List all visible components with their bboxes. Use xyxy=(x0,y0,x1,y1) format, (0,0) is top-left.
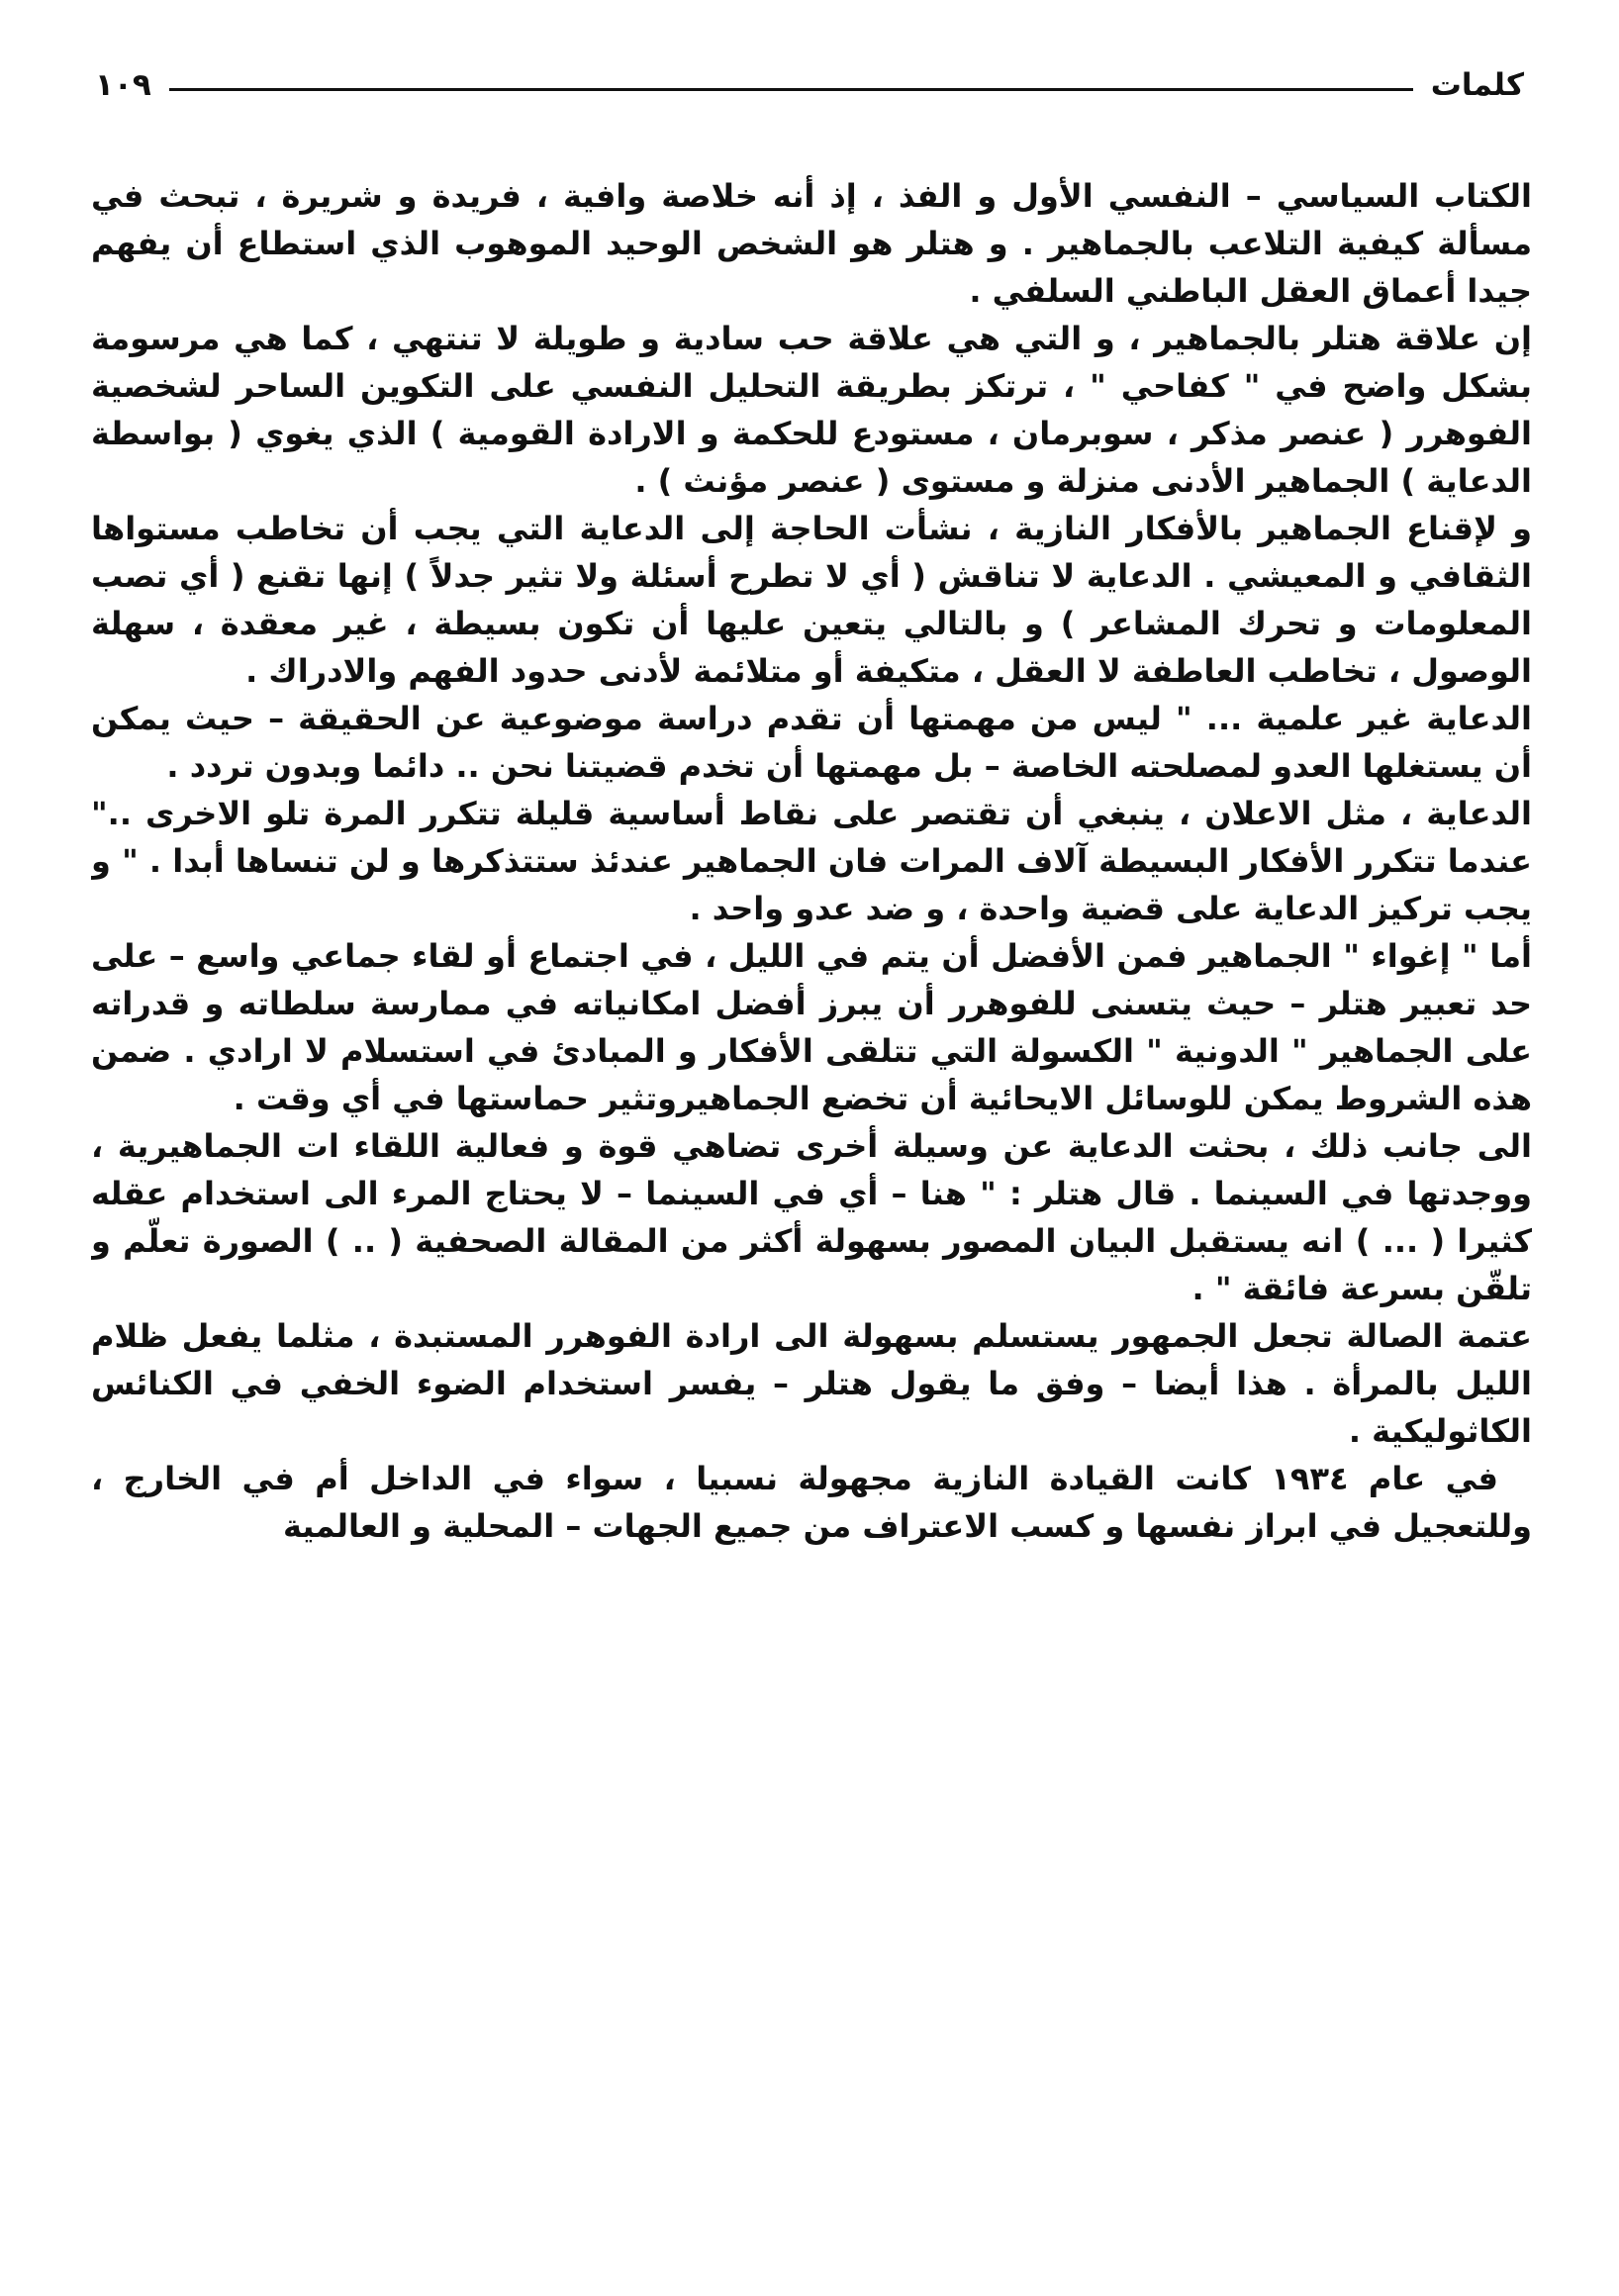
paragraph-9: في عام ١٩٣٤ كانت القيادة النازية مجهولة نسبيا ، سواء في الداخل أم في الخارج ، وللتعجيل في ابراز نفسها و كسب الاعتراف من جميع الجهات – المحلية و العالمية xyxy=(91,1460,1532,1545)
paragraph-6: أما " إغواء " الجماهير فمن الأفضل أن يتم في الليل ، في اجتماع أو لقاء جماعي واسع – على حد تعبير هتلر – حيث يتسنى للفوهرر أن يبرز أفضل امكانياته في ممارسة سلطاته و قدراته على الجماهير " الدونية " الكسولة التي تتلقى الأفكار و المبادئ في استسلام لا ارادي . ضمن هذه الشروط يمكن للوسائل الايحائية أن تخضع الجماهيروتثير حماستها في أي وقت . xyxy=(91,937,1532,1117)
paragraph-3: و لإقناع الجماهير بالأفكار النازية ، نشأت الحاجة إلى الدعاية التي يجب أن تخاطب مستواها الثقافي و المعيشي . الدعاية لا تناقش ( أي لا تطرح أسئلة ولا تثير جدلاً ) إنها تقنع ( أي تصب المعلومات و تحرك المشاعر ) و بالتالي يتعين عليها أن تكون بسيطة ، غير معقدة ، سهلة الوصول ، تخاطب العاطفة لا العقل ، متكيفة أو متلائمة لأدنى حدود الفهم والادراك . xyxy=(91,510,1532,690)
paragraph-4: الدعاية غير علمية ... " ليس من مهمتها أن تقدم دراسة موضوعية عن الحقيقة – حيث يمكن أن يستغلها العدو لمصلحته الخاصة – بل مهمتها أن تخدم قضيتنا نحن .. دائما وبدون تردد . xyxy=(91,700,1532,785)
paragraph-7: الى جانب ذلك ، بحثت الدعاية عن وسيلة أخرى تضاهي قوة و فعالية اللقاء ات الجماهيرية ، ووجدتها في السينما . قال هتلر : " هنا – أي في السينما – لا يحتاج المرء الى استخدام عقله كثيرا ( ... ) انه يستقبل البيان المصور بسهولة أكثر من المقالة الصحفية ( .. ) الصورة تعلّم و تلقّن بسرعة فائقة " . xyxy=(91,1127,1532,1307)
running-title: كلمات xyxy=(1430,66,1524,103)
paragraph-2: إن علاقة هتلر بالجماهير ، و التي هي علاقة حب سادية و طويلة لا تنتهي ، كما هي مرسومة بشكل واضح في " كفاحي " ، ترتكز بطريقة التحليل النفسي على التكوين الساحر لشخصية الفوهرر ( عنصر مذكر ، سوبرمان ، مستودع للحكمة و الارادة القومية ) الذي يغوي ( بواسطة الدعاية ) الجماهير الأدنى منزلة و مستوى ( عنصر مؤنث ) . xyxy=(91,320,1532,500)
paragraph-8: عتمة الصالة تجعل الجمهور يستسلم بسهولة الى ارادة الفوهرر المستبدة ، مثلما يفعل ظلام الليل بالمرأة . هذا أيضا – وفق ما يقول هتلر – يفسر استخدام الضوء الخفي في الكنائس الكاثوليكية . xyxy=(91,1317,1532,1450)
header-rule xyxy=(169,88,1413,91)
page-number: ١٠٩ xyxy=(95,66,151,103)
body-text xyxy=(91,172,1532,2237)
paragraph-5: الدعاية ، مثل الاعلان ، ينبغي أن تقتصر على نقاط أساسية قليلة تتكرر المرة تلو الاخرى .." عندما تتكرر الأفكار البسيطة آلاف المرات فان الجماهير عندئذ ستتذكرها و لن تنساها أبدا . " و يجب تركيز الدعاية على قضية واحدة ، و ضد عدو واحد . xyxy=(91,795,1532,927)
paragraph-1: الكتاب السياسي – النفسي الأول و الفذ ، إذ أنه خلاصة وافية ، فريدة و شريرة ، تبحث في مسألة كيفية التلاعب بالجماهير . و هتلر هو الشخص الوحيد الموهوب الذي استطاع أن يفهم جيدا أعماق العقل الباطني السلفي . xyxy=(91,177,1532,310)
page-header xyxy=(95,57,1524,113)
